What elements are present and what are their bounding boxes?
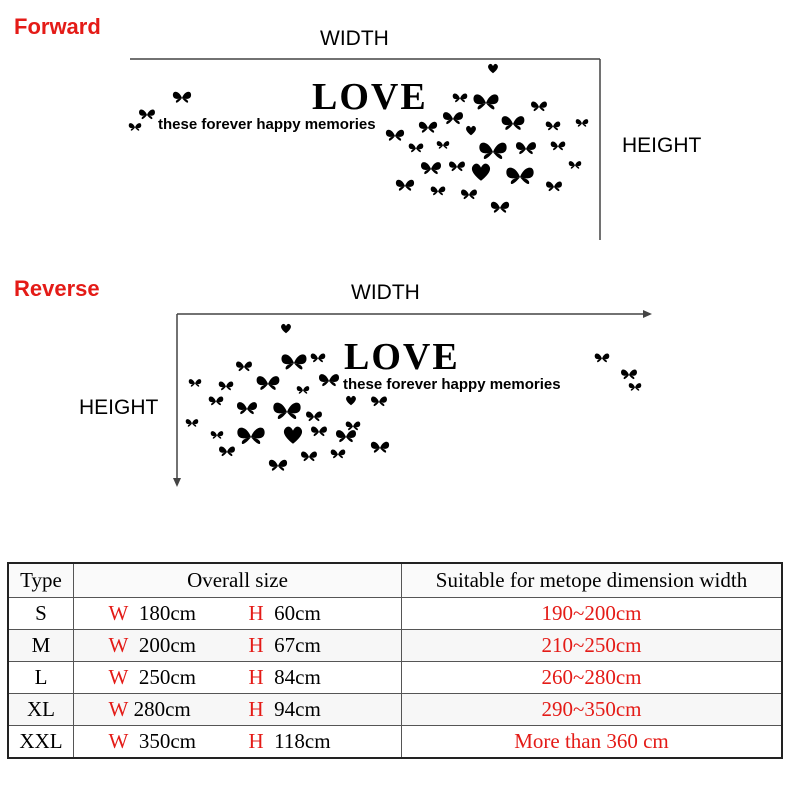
reverse-width-label: WIDTH	[351, 281, 420, 304]
butterfly-icon	[336, 430, 356, 442]
row-overall-size	[74, 694, 402, 726]
butterfly-icon	[319, 374, 339, 386]
row-overall-size	[74, 630, 402, 662]
width-value: 200cm	[138, 633, 196, 657]
height-marker: H	[248, 633, 264, 657]
width-value: 280cm	[133, 697, 191, 721]
width-marker: W	[108, 601, 129, 625]
width-value: 350cm	[138, 729, 196, 753]
butterfly-icon	[273, 403, 300, 419]
height-marker: H	[248, 601, 264, 625]
butterfly-icon	[209, 396, 224, 405]
row-overall-size	[74, 726, 402, 759]
header-suitable-width: Suitable for metope dimension width	[402, 563, 783, 598]
width-marker: W	[108, 729, 129, 753]
butterfly-icon	[331, 449, 346, 458]
table-row	[8, 694, 782, 726]
butterfly-icon	[189, 379, 202, 387]
width-marker: W	[108, 697, 129, 721]
butterfly-icon	[371, 442, 389, 453]
forward-subtitle: these forever happy memories	[158, 116, 376, 133]
height-value: 67cm	[274, 633, 321, 657]
butterfly-icon	[621, 370, 637, 380]
height-value: 60cm	[274, 601, 321, 625]
height-marker: H	[248, 697, 264, 721]
reverse-subtitle: these forever happy memories	[343, 376, 561, 393]
width-marker: W	[108, 633, 129, 657]
row-type: XXL	[8, 726, 74, 759]
table-row	[8, 598, 782, 630]
table-header-row	[8, 563, 782, 598]
row-suitable-width: More than 360 cm	[402, 726, 783, 759]
reverse-height-label: HEIGHT	[79, 396, 159, 419]
butterfly-icon	[237, 402, 257, 414]
butterfly-icon	[311, 427, 327, 437]
butterfly-icon	[257, 376, 280, 390]
butterfly-icon	[237, 428, 264, 444]
table-row	[8, 726, 782, 759]
width-value: 250cm	[138, 665, 196, 689]
butterfly-icon	[219, 447, 235, 457]
width-marker: W	[108, 665, 129, 689]
forward-love-title: LOVE	[312, 76, 428, 118]
header-type: Type	[8, 563, 74, 598]
butterfly-icon	[595, 353, 610, 362]
butterfly-icon	[211, 431, 224, 439]
butterfly-icon	[219, 381, 234, 390]
butterfly-icon	[269, 460, 287, 471]
height-marker: H	[248, 665, 264, 689]
reverse-label: Reverse	[14, 276, 100, 301]
row-overall-size	[74, 598, 402, 630]
row-suitable-width: 290~350cm	[402, 694, 783, 726]
size-table	[7, 562, 783, 759]
heart-icon	[346, 396, 356, 405]
header-overall-size: Overall size	[74, 563, 402, 598]
table-row	[8, 662, 782, 694]
butterfly-icon	[301, 452, 317, 462]
row-suitable-width: 210~250cm	[402, 630, 783, 662]
butterfly-icon	[629, 383, 642, 391]
row-suitable-width: 260~280cm	[402, 662, 783, 694]
height-value: 84cm	[274, 665, 321, 689]
forward-width-label: WIDTH	[320, 27, 389, 50]
butterfly-icon	[236, 362, 252, 372]
row-type: L	[8, 662, 74, 694]
row-suitable-width: 190~200cm	[402, 598, 783, 630]
row-overall-size	[74, 662, 402, 694]
butterfly-icon	[186, 419, 199, 427]
butterfly-icon	[311, 353, 326, 362]
butterfly-icon	[346, 421, 361, 430]
row-type: S	[8, 598, 74, 630]
forward-height-label: HEIGHT	[622, 134, 702, 157]
reverse-love-title: LOVE	[344, 336, 460, 378]
width-value: 180cm	[138, 601, 196, 625]
row-type: XL	[8, 694, 74, 726]
table-row	[8, 630, 782, 662]
heart-icon	[284, 427, 302, 444]
forward-label: Forward	[14, 14, 101, 39]
height-marker: H	[248, 729, 264, 753]
heart-icon	[281, 324, 291, 333]
butterfly-icon	[297, 386, 310, 394]
butterfly-icon	[371, 397, 387, 407]
row-type: M	[8, 630, 74, 662]
butterfly-icon	[306, 412, 322, 422]
height-value: 94cm	[274, 697, 321, 721]
butterfly-icon	[281, 354, 306, 369]
height-value: 118cm	[274, 729, 331, 753]
